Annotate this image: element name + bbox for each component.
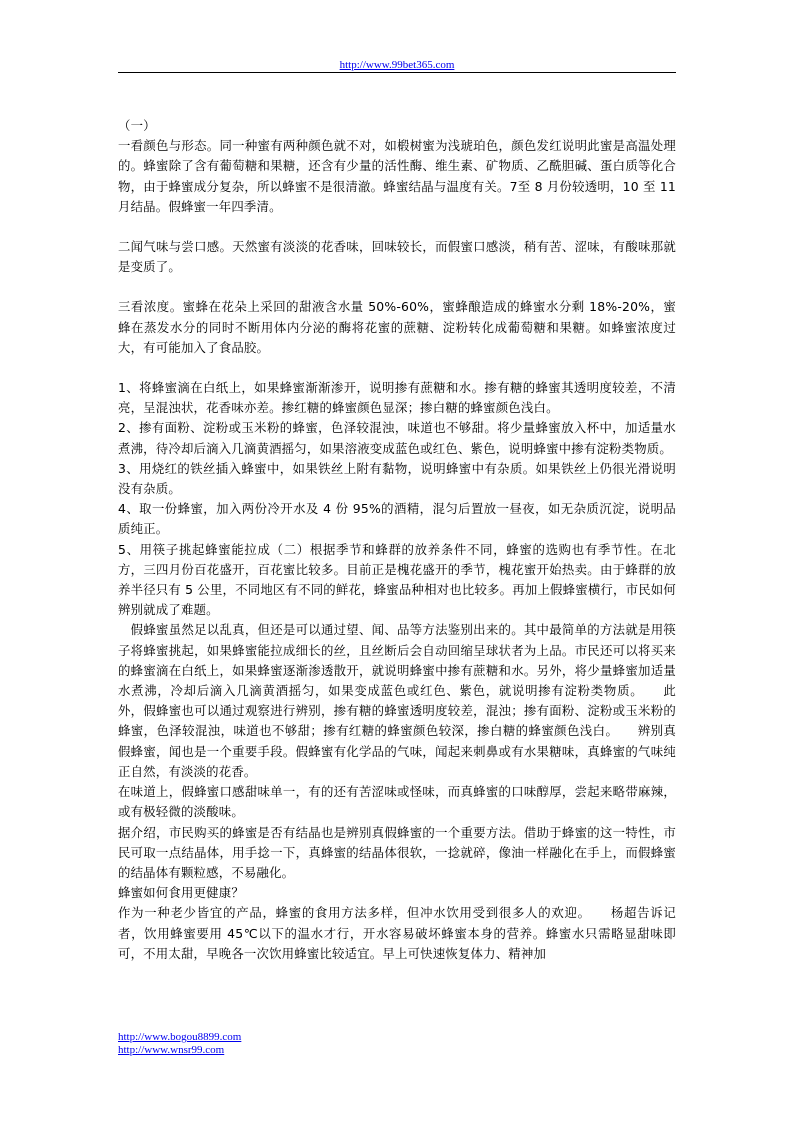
paragraph: 据介绍，市民购买的蜂蜜是否有结晶也是辨别真假蜂蜜的一个重要方法。借助于蜂蜜的这一特性，市民可取一点结晶体，用手捻一下，真蜂蜜的结晶体很软，一捻就碎，像油一样融化在手上，而假蜂蜜的结晶体有颗粒感，不易融化。 — [118, 824, 676, 880]
paragraph: 3、用烧红的铁丝插入蜂蜜中，如果铁丝上附有黏物，说明蜂蜜中有杂质。如果铁丝上仍很光滑说明没有杂质。 — [118, 460, 676, 497]
footer-link-1[interactable]: http://www.bogou8899.com — [118, 1031, 242, 1043]
paragraph: 二闻气味与尝口感。天然蜜有淡淡的花香味，回味较长，而假蜜口感淡，稍有苦、涩味，有酸味那就是变质了。 — [118, 239, 676, 275]
paragraph: 假蜂蜜虽然足以乱真，但还是可以通过望、闻、品等方法鉴别出来的。其中最简单的方法就是用筷子将蜂蜜挑起，如果蜂蜜能拉成细长的丝，且丝断后会自动回缩呈球状者为上品。市民还可以将买来的蜂蜜滴在白纸上，如果蜂蜜逐渐渗透散开，就说明蜂蜜中掺有蔗糖和水。另外，将少量蜂蜜加适量水煮沸，冷却后滴入几滴黄酒摇匀，如果变成蓝色或红色、紫色，就说明掺有淀粉类物质。 此外，假蜂蜜也可以通过观察进行辨别，掺有糖的蜂蜜透明度较差，混浊；掺有面粉、淀粉或玉米粉的蜂蜜，色泽较混浊，味道也不够甜；掺有红糖的蜂蜜颜色较深，掺白糖的蜂蜜颜色浅白。 辨别真假蜂蜜，闻也是一个重要手段。假蜂蜜有化学品的气味，闻起来刺鼻或有水果糖味，真蜂蜜的气味纯正自然，有淡淡的花香。 — [118, 622, 676, 779]
paragraph: 三看浓度。蜜蜂在花朵上采回的甜液含水量 50%-60%，蜜蜂酿造成的蜂蜜水分剩 18%-20%，蜜蜂在蒸发水分的同时不断用体内分泌的酶将花蜜的蔗糖、淀粉转化成葡萄糖和果糖。如蜂蜜浓度过大，有可能加入了食品胶。 — [118, 299, 676, 355]
paragraph: 5、用筷子挑起蜂蜜能拉成（二）根据季节和蜂群的放养条件不同，蜂蜜的选购也有季节性。在北方，三四月份百花盛开，百花蜜比较多。目前正是槐花盛开的季节，槐花蜜开始热卖。由于蜂群的放养半径只有 5 公里，不同地区有不同的鲜花，蜂蜜品种相对也比较多。再加上假蜂蜜横行，市民如何辨别就成了难题。 — [118, 541, 676, 618]
paragraph: 一看颜色与形态。同一种蜜有两种颜色就不对，如椴树蜜为浅琥珀色，颜色发红说明此蜜是高温处理的。蜂蜜除了含有葡萄糖和果糖，还含有少量的活性酶、维生素、矿物质、乙酰胆碱、蛋白质等化合物，由于蜂蜜成分复杂，所以蜂蜜不是很清澈。蜂蜜结晶与温度有关。7至 8 月份较透明，10 至 11 月结晶。假蜂蜜一年四季清。 — [118, 138, 676, 214]
header — [0, 59, 794, 71]
footer — [118, 1031, 241, 1057]
paragraph: 4、取一份蜂蜜，加入两份冷开水及 4 份 95%的酒精，混匀后置放一昼夜，如无杂质沉淀，说明品质纯正。 — [118, 501, 676, 537]
header-divider — [118, 72, 676, 73]
paragraph: 在味道上，假蜂蜜口感甜味单一，有的还有苦涩味或怪味，而真蜂蜜的口味醇厚，尝起来略带麻辣，或有极轻微的淡酸味。 — [118, 784, 676, 820]
paragraph: （一） — [118, 118, 156, 133]
footer-link-2[interactable]: http://www.wnsr99.com — [118, 1044, 225, 1056]
paragraph-spacer — [118, 277, 676, 297]
paragraph: 蜂蜜如何食用更健康？ — [118, 885, 244, 901]
document-body — [118, 116, 676, 964]
paragraph-spacer — [118, 217, 676, 237]
paragraph: 作为一种老少皆宜的产品，蜂蜜的食用方法多样，但冲水饮用受到很多人的欢迎。 杨超告诉记者，饮用蜂蜜要用 45℃以下的温水才行，开水容易破坏蜂蜜本身的营养。蜂蜜水只需略显甜味即可，不用太甜，早晚各一次饮用蜂蜜比较适宜。早上可快速恢复体力、精神加 — [118, 905, 676, 961]
paragraph-spacer — [118, 358, 676, 378]
paragraph: 2、掺有面粉、淀粉或玉米粉的蜂蜜，色泽较混浊，味道也不够甜。将少量蜂蜜放入杯中，加适量水煮沸，待冷却后滴入几滴黄酒摇匀，如果溶液变成蓝色或红色、紫色，说明蜂蜜中掺有淀粉类物质。 — [118, 420, 676, 456]
paragraph: 1、将蜂蜜滴在白纸上，如果蜂蜜渐渐渗开，说明掺有蔗糖和水。掺有糖的蜂蜜其透明度较差，不清亮，呈混浊状，花香味亦差。掺红糖的蜂蜜颜色显深；掺白糖的蜂蜜颜色浅白。 — [118, 380, 676, 416]
header-link[interactable]: http://www.99bet365.com — [339, 59, 455, 71]
